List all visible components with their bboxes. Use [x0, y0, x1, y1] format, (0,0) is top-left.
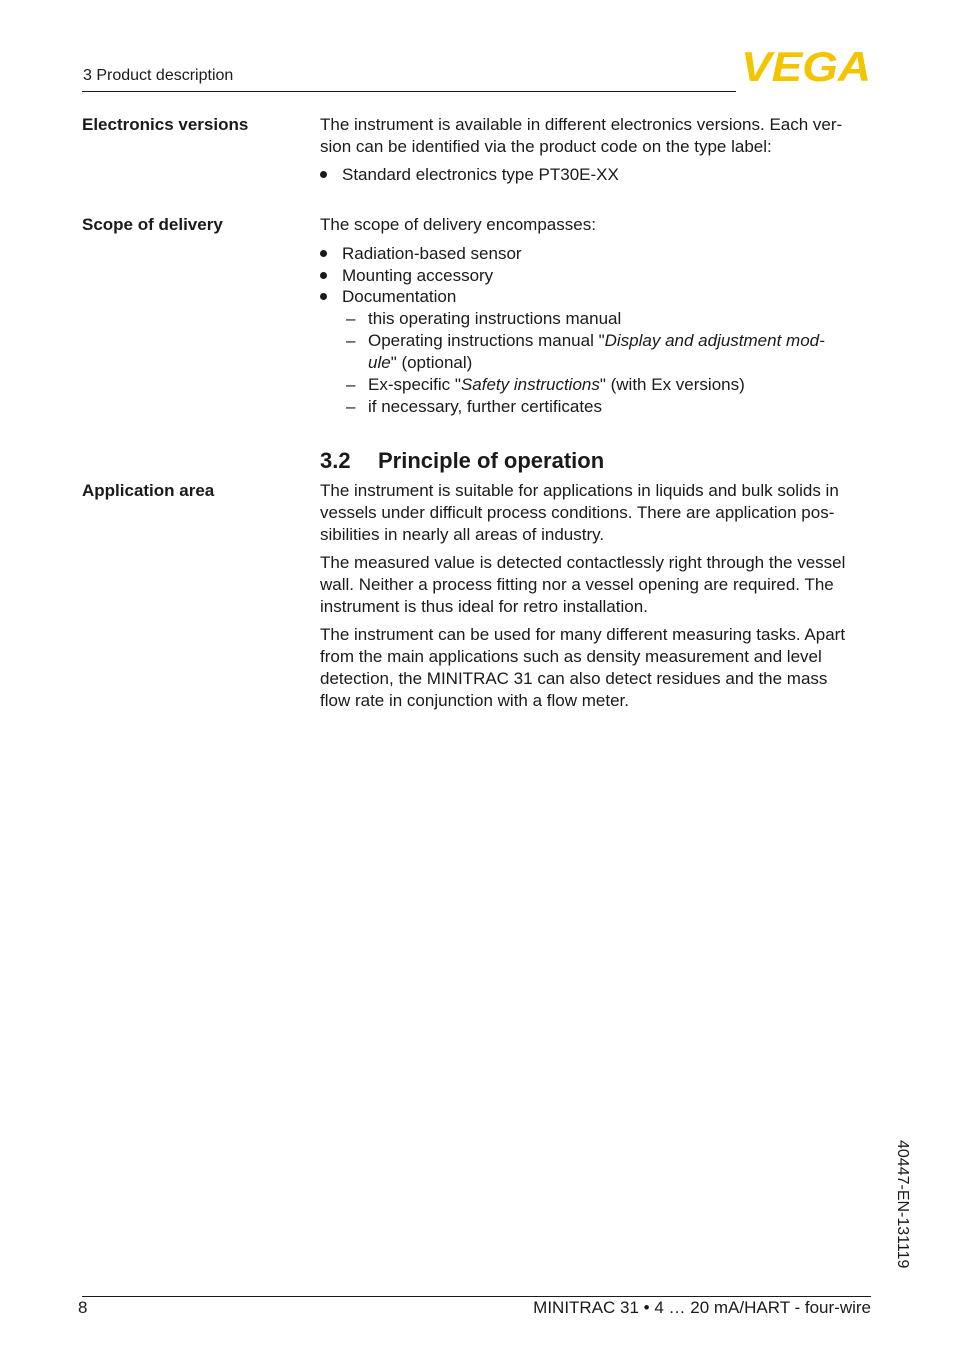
section-heading: 3.2 Principle of operation [320, 448, 605, 473]
sub-list-item-continued: ule" (optional) [368, 353, 473, 372]
sub-list-item: – if necessary, further certificates [346, 397, 602, 416]
scope-of-delivery-label: Scope of delivery [82, 215, 223, 234]
application-p1-line: sibilities in nearly all areas of industry. [320, 525, 605, 544]
application-p3-line: from the main applications such as density measurement and level [320, 647, 822, 666]
application-p1-line: vessels under difficult process conditions. There are application pos- [320, 503, 835, 522]
vega-logo [741, 50, 872, 83]
application-p2-line: instrument is thus ideal for retro installation. [320, 597, 648, 616]
sub-list-item: – this operating instructions manual [346, 309, 622, 328]
application-area-label: Application area [82, 481, 215, 500]
bullet-icon [320, 293, 327, 300]
electronics-versions-label: Electronics versions [82, 115, 249, 134]
list-item: Standard electronics type PT30E-XX [320, 164, 619, 186]
list-item: Documentation [320, 286, 456, 308]
sub-list-item: – Ex-specific "Safety instructions" (with Ex versions) [346, 375, 745, 394]
application-p2-line: wall. Neither a process fitting nor a vessel opening are required. The [320, 575, 834, 594]
electronics-text-line-1: The instrument is available in different electronics versions. Each ver- [320, 115, 843, 134]
list-item: Radiation-based sensor [320, 243, 522, 265]
electronics-text-line-2: sion can be identified via the product code on the type label: [320, 137, 772, 156]
application-p3-line: flow rate in conjunction with a flow meter. [320, 691, 629, 710]
bullet-icon [320, 272, 327, 279]
running-header: 3 Product description [83, 67, 234, 84]
bullet-icon [320, 250, 327, 257]
footer-title: MINITRAC 31 • 4 … 20 mA/HART - four-wire [533, 1298, 871, 1317]
application-p3-line: The instrument can be used for many different measuring tasks. Apart [320, 625, 846, 644]
bullet-icon [320, 171, 327, 178]
application-p1-line: The instrument is suitable for applications in liquids and bulk solids in [320, 481, 839, 500]
application-p2-line: The measured value is detected contactlessly right through the vessel [320, 553, 846, 572]
svg-text:VEGA: VEGA [741, 50, 871, 83]
sub-list-item: – Operating instructions manual "Display and adjustment mod- [346, 331, 825, 350]
footer-rule [82, 1296, 871, 1297]
page-number: 8 [78, 1298, 88, 1317]
header-rule [82, 91, 736, 92]
document-code: 40447-EN-131119 [894, 1140, 911, 1269]
application-p3-line: detection, the MINITRAC 31 can also detect residues and the mass [320, 669, 828, 688]
list-item: Mounting accessory [320, 265, 493, 287]
delivery-intro: The scope of delivery encompasses: [320, 215, 596, 234]
